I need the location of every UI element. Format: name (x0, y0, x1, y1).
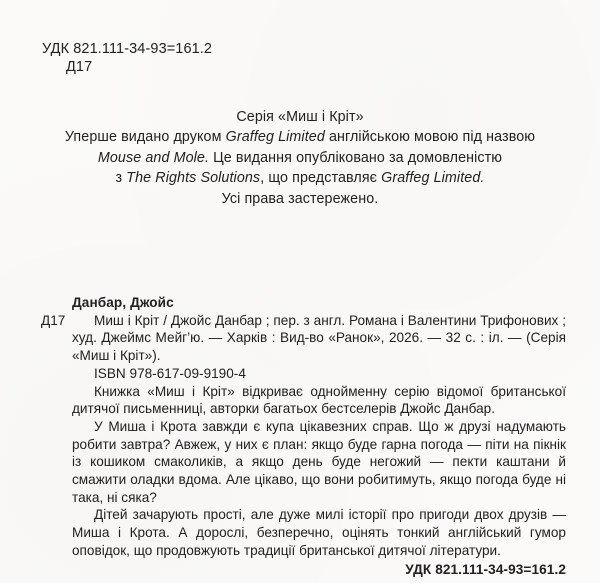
first-published-line: Уперше видано друком Graffeg Limited англійською мовою під назвою (64, 129, 536, 146)
catalog-card (41, 294, 566, 578)
rights-reserved-line: Усі права застережено. (221, 190, 379, 207)
udc-number-bottom: УДК 821.111-34-93=161.2 (405, 561, 566, 577)
rights-agency-line: з The Rights Solutions, що представляє Graffeg Limited. (115, 170, 485, 187)
author-sign-top: Д17 (66, 59, 93, 75)
series-rights-block (0, 107, 600, 209)
isbn-line: ISBN 978-617-09-9190-4 (94, 365, 246, 381)
bibliographic-entry: Миш і Кріт / Джойс Данбар ; пер. з англ. Романа і Валентини Трифонових ; худ. Джеймс Мейг’ю. — Харків : Вид-во «Ранок», 2026. — 32 с. : іл. — (Серія «Миш і Кріт»). (72, 312, 566, 364)
bibliographic-entry-row (41, 312, 566, 365)
author-heading: Данбар, Джойс (72, 295, 174, 310)
udc-number-top: УДК 821.111-34-93=161.2 (42, 41, 213, 57)
annotation-paragraph-3: Дітей зачарують прості, але дуже милі історії про пригоди двох друзів — Миша і Крота. А дорослі, безперечно, оцінять тонкий англійський гумор оповідок, що продовжують традиції британської дитячої літератури. (72, 507, 566, 558)
annotation-paragraph-1: Книжка «Миш і Кріт» відкриває однойменну серію відомої британської дитячої письменниці, авторки багатьох бестселерів Джойс Данбар. (72, 383, 566, 417)
annotation-paragraph-2: У Миша і Крота завжди є купа цікавезних справ. Що ж друзі надумають робити завтра? Авжеж, у них є план: якщо буде гарна погода — піти на пікнік із кошиком смаколиків, а якщо день буде негожий — пекти каштани й смажити оладки вдома. Але цікаво, що вони робитимуть, якщо погода буде ні така, ні сяка? (72, 418, 566, 505)
series-title-line: Серія «Миш і Кріт» (236, 109, 364, 125)
original-title-line: Mouse and Mole. Це видання опубліковано за домовленістю (97, 149, 503, 166)
udc-block (42, 40, 212, 76)
author-sign-entry: Д17 (41, 312, 66, 328)
